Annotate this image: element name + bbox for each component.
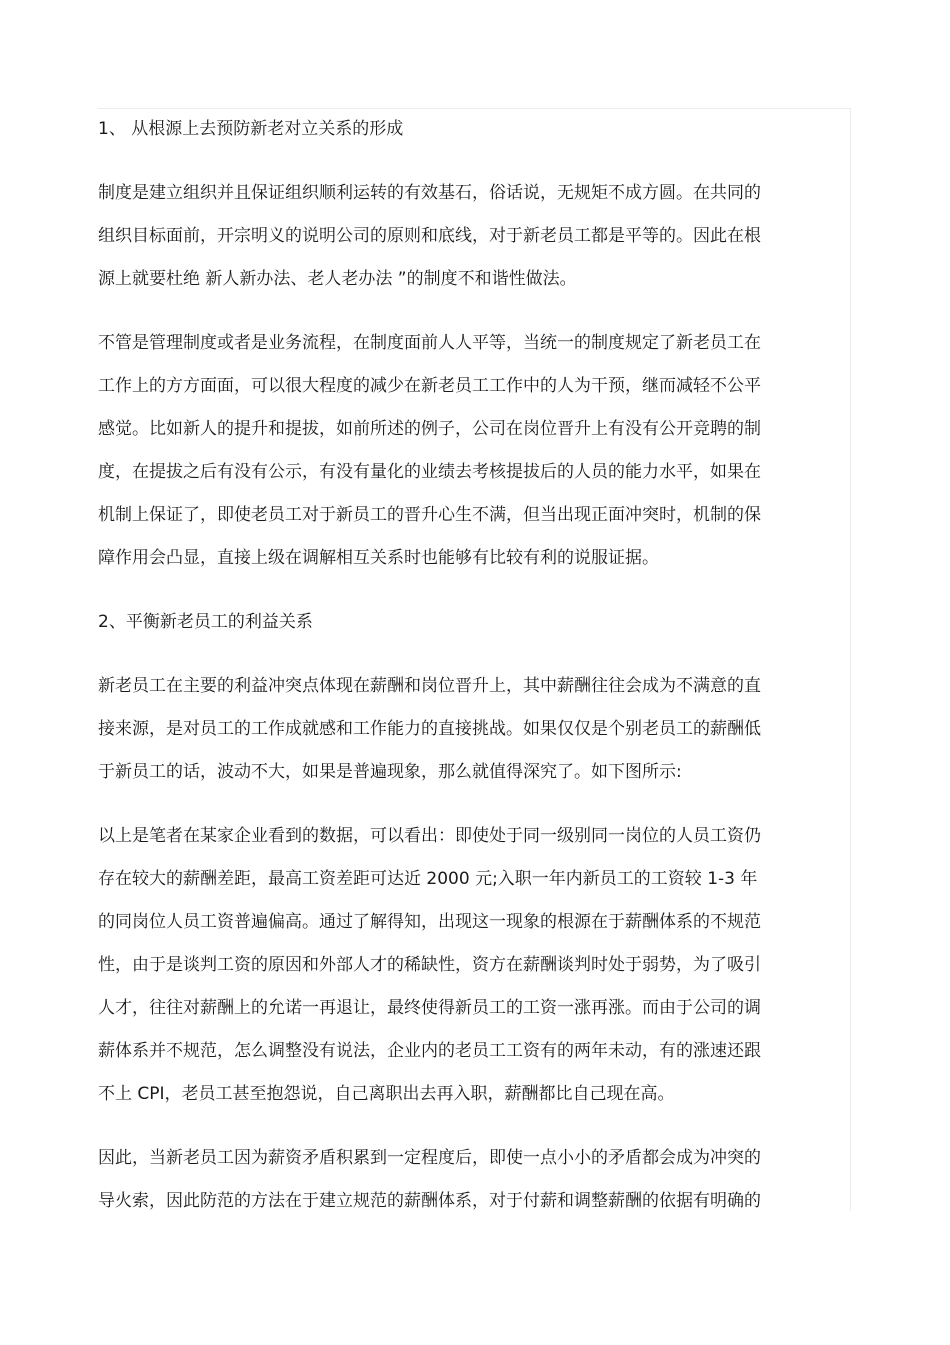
text-line: 因此，当新老员工因为薪资矛盾积累到一定程度后，即使一点小小的矛盾都会成为冲突的 (98, 1148, 761, 1168)
text-line: 接来源，是对员工的工作成就感和工作能力的直接挑战。如果仅仅是个别老员工的薪酬低 (98, 719, 761, 739)
text-line: 制度是建立组织并且保证组织顺利运转的有效基石，俗话说，无规矩不成方圆。在共同的 (98, 183, 761, 203)
paragraph-gap (98, 794, 858, 815)
text-line: 不上 CPI，老员工甚至抱怨说，自己离职出去再入职，薪酬都比自己现在高。 (98, 1084, 675, 1104)
text-line: 人才，往往对薪酬上的允诺一再退让，最终使得新员工的工资一涨再涨。而由于公司的调 (98, 998, 761, 1018)
text-line: 的同岗位人员工资普遍偏高。通过了解得知，出现这一现象的根源在于薪酬体系的不规范 (98, 912, 761, 932)
text-line: 1、 从根源上去预防新老对立关系的形成 (98, 119, 404, 139)
text-line: 性，由于是谈判工资的原因和外部人才的稀缺性，资方在薪酬谈判时处于弱势，为了吸引 (98, 955, 761, 975)
text-line: 度，在提拔之后有没有公示，有没有量化的业绩去考核提拔后的人员的能力水平，如果在 (98, 462, 761, 482)
paragraph-gap (98, 644, 858, 665)
text-line: 新老员工在主要的利益冲突点体现在薪酬和岗位晋升上，其中薪酬往往会成为不满意的直 (98, 676, 761, 696)
text-line: 源上就要杜绝 新人新办法、老人老办法 ”的制度不和谐性做法。 (98, 269, 577, 289)
text-line: 2、平衡新老员工的利益关系 (98, 612, 313, 632)
text-line: 以上是笔者在某家企业看到的数据，可以看出：即使处于同一级别同一岗位的人员工资仍 (98, 826, 761, 846)
text-line: 组织目标面前，开宗明义的说明公司的原则和底线，对于新老员工都是平等的。因此在根 (98, 226, 761, 246)
text-line: 不管是管理制度或者是业务流程，在制度面前人人平等，当统一的制度规定了新老员工在 (98, 333, 761, 353)
text-line: 存在较大的薪酬差距，最高工资差距可达近 2000 元;入职一年内新员工的工资较 1-3 年 (98, 869, 758, 889)
text-line: 薪体系并不规范，怎么调整没有说法，企业内的老员工工资有的两年未动，有的涨速还跟 (98, 1041, 761, 1061)
text-line: 障作用会凸显，直接上级在调解相互关系时也能够有比较有利的说服证据。 (98, 548, 659, 568)
text-line: 机制上保证了，即使老员工对于新员工的晋升心生不满，但当出现正面冲突时，机制的保 (98, 505, 761, 525)
paragraph-gap (98, 580, 858, 601)
document-body (98, 108, 858, 1223)
paragraph-gap (98, 1116, 858, 1137)
paragraph-gap (98, 301, 858, 322)
text-line: 感觉。比如新人的提升和提拔，如前所述的例子，公司在岗位晋升上有没有公开竞聘的制 (98, 419, 761, 439)
paragraph-gap (98, 151, 858, 172)
text-line: 导火索，因此防范的方法在于建立规范的薪酬体系，对于付薪和调整薪酬的依据有明确的 (98, 1191, 761, 1211)
text-line: 工作上的方方面面，可以很大程度的减少在新老员工工作中的人为干预，继而减轻不公平 (98, 376, 761, 396)
text-line: 于新员工的话，波动不大，如果是普遍现象，那么就值得深究了。如下图所示: (98, 762, 682, 782)
